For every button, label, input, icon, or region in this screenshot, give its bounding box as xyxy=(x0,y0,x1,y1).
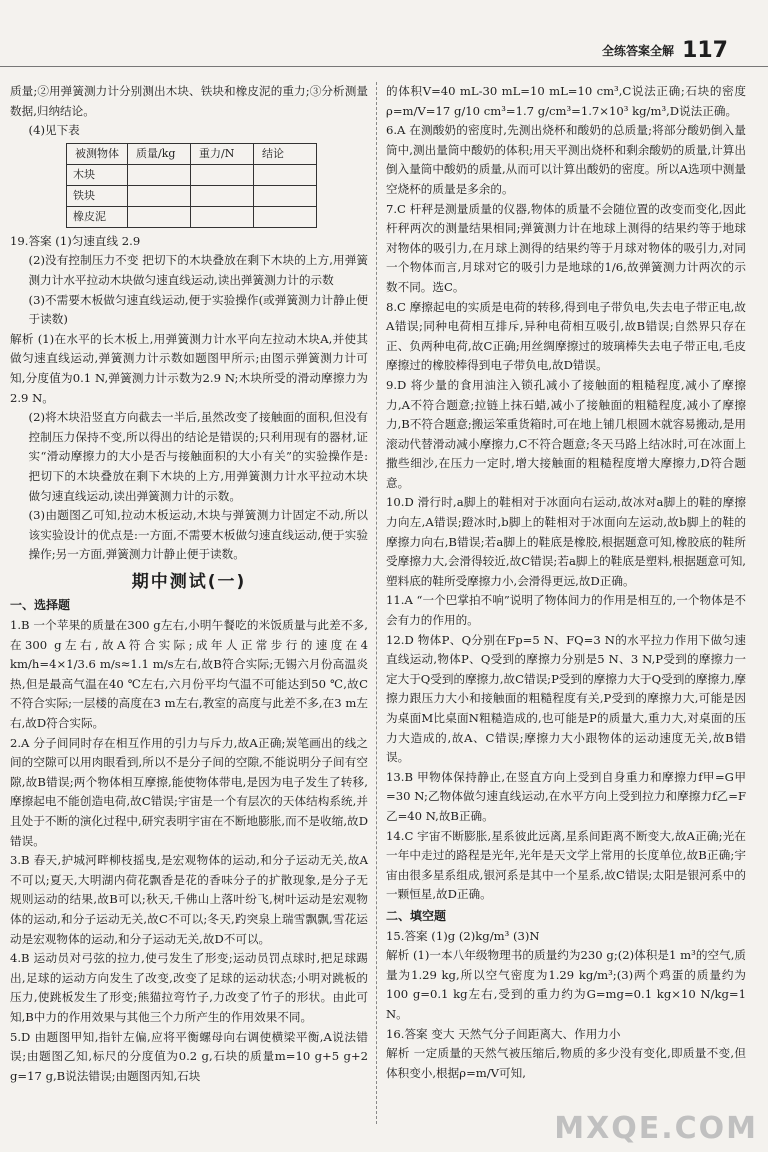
table-header: 质量/kg xyxy=(128,143,191,164)
question-answer: 13.B 甲物体保持静止,在竖直方向上受到自身重力和摩擦力f甲=G甲=30 N;乙物体做匀速直线运动,在水平方向上受到拉力和摩擦力f乙=F乙=40 N,故B正确。 xyxy=(386,769,746,823)
section-heading: 一、选择题 xyxy=(10,598,71,613)
question-answer: 8.C 摩擦起电的实质是电荷的转移,得到电子带负电,失去电子带正电,故A错误;同种电荷相互排斥,异种电荷相互吸引,故B错误;自然界只存在正、负两种电荷,故C正确;用丝绸摩擦过的玻璃棒失去电子带正电,毛皮摩擦过的橡胶棒得到电子带负电,故D错误。 xyxy=(386,299,746,373)
header-rule xyxy=(0,66,768,67)
table-header: 结论 xyxy=(254,143,317,164)
right-column xyxy=(386,82,746,1083)
header-title: 全练答案全解 xyxy=(602,43,675,58)
question-answer: 14.C 宇宙不断膨胀,星系彼此远离,星系间距离不断变大,故A正确;光在一年中走过的路程是光年,光年是天文学上常用的长度单位,故B正确;宇宙由很多星系组成,银河系是其中一个星系,故C错误;太阳是银河系中的一颗恒星,故D正确。 xyxy=(386,828,746,902)
page-header xyxy=(602,36,728,64)
section-heading: 二、填空题 xyxy=(386,908,447,923)
analysis: 解析 (1)一本八年级物理书的质量约为230 g;(2)体积是1 m³的空气,质量为1.29 kg,所以空气密度为1.29 kg/m³;(3)两个鸡蛋的质量约为100 g=0.1 kg左右,受到的重力约为G=mg=0.1 kg×10 N/kg=1 N。 xyxy=(386,948,746,1021)
question-answer: 1.B 一个苹果的质量在300 g左右,小明午餐吃的米饭质量与此差不多,在300 g左右,故A符合实际;成年人正常步行的速度在4 km/h=4×1/3.6 m/s≈1.1 m/s左右,故B符合实际;无锡六月份高温炎热,但是最高气温在40 ℃左右,六月份平均气温不可能达到50 ℃,故C不符合实际;一层楼的高度在3 m左右,教室的高度与此差不多,在3 m左右,故D符合实际。 xyxy=(10,618,368,731)
question-answer: 9.D 将少量的食用油注入锁孔减小了接触面的粗糙程度,减小了摩擦力,A不符合题意;拉链上抹石蜡,减小了接触面的粗糙程度,减小了摩擦力,B不符合题意;搬运笨重货箱时,可在地上铺几根圆木就容易搬动,是用滚动代替滑动减小摩擦力,C不符合题意;冬天马路上结冰时,可在冰面上撒些细沙,在压力一定时,增大接触面的粗糙程度增大摩擦力,D符合题意。 xyxy=(386,377,746,490)
table-cell: 木块 xyxy=(67,164,128,185)
answer: 19.答案 (1)匀速直线 2.9 xyxy=(10,233,141,248)
left-column xyxy=(10,82,368,1086)
question-answer: 6.A 在测酸奶的密度时,先测出烧杯和酸奶的总质量;将部分酸奶倒入量筒中,测出量筒中酸奶的体积;用天平测出烧杯和剩余酸奶的质量,计算出倒入量筒中酸奶的质量,从而可以计算出酸奶的密度。所以A选项中测量空烧杯的质量是多余的。 xyxy=(386,123,746,196)
question-answer: 12.D 物体P、Q分别在Fp=5 N、FQ=3 N的水平拉力作用下做匀速直线运动,物体P、Q受到的摩擦力分别是5 N、3 N,P受到的摩擦力一定大于Q受到的摩擦力,故C错误;P受到的摩擦力大于Q受到的摩擦力,摩擦力跟压力大小和接触面的粗糙程度有关,P受到的摩擦力大,可能是因为桌面M比桌面N粗糙造成的,也可能是P的质量大,重力大,对桌面的压力大造成的,故A、C错误;摩擦力大小跟物体的运动速度无关,故B错误。 xyxy=(386,632,746,765)
measurement-table xyxy=(66,143,317,228)
table-cell: 橡皮泥 xyxy=(67,206,128,227)
table-header: 被测物体 xyxy=(67,143,128,164)
paragraph: 质量;②用弹簧测力计分别测出木块、铁块和橡皮泥的重力;③分析测量数据,归纳结论。 xyxy=(10,84,368,118)
watermark: MXQE.COM xyxy=(554,1111,758,1146)
question-answer: 7.C 杆秤是测量质量的仪器,物体的质量不会随位置的改变而变化,因此杆秤两次的测量结果相同;弹簧测力计在地球上测得的结果约等于地球对物体的吸引力,在月球上测得的结果约等于月球对物体的吸引力,对同一个物体而言,月球对它的吸引力是地球的1/6,故弹簧测力计两次的示数不同。选C。 xyxy=(386,201,746,294)
analysis: 解析 一定质量的天然气被压缩后,物质的多少没有变化,即质量不变,但体积变小,根据ρ=m/V可知, xyxy=(386,1046,746,1080)
paragraph: (3)不需要木板做匀速直线运动,便于实验操作(或弹簧测力计静止便于读数) xyxy=(28,292,368,327)
paragraph: 的体积V=40 mL-30 mL=10 mL=10 cm³,C说法正确;石块的密度ρ=m/V=17 g/10 cm³=1.7 g/cm³=1.7×10³ kg/m³,D说法正确。 xyxy=(386,84,746,118)
question-answer: 11.A “一个巴掌拍不响”说明了物体间力的作用是相互的,一个物体是不会有力的作用的。 xyxy=(386,593,746,628)
paragraph: (4)见下表 xyxy=(28,123,80,138)
question-answer: 5.D 由题图甲知,指针左偏,应将平衡螺母向右调使横梁平衡,A说法错误;由题图乙知,标尺的分度值为0.2 g,石块的质量m=10 g+5 g+2 g=17 g,B说法错误;由题图丙知,石块 xyxy=(10,1029,368,1083)
analysis: 解析 (1)在水平的长木板上,用弹簧测力计水平向左拉动木块A,并使其做匀速直线运动,弹簧测力计示数如题图甲所示;由图示弹簧测力计可知,分度值为0.1 N,弹簧测力计示数为2.9 N;木块所受的滑动摩擦力为2.9 N。 xyxy=(10,331,368,405)
page-number: 117 xyxy=(682,37,728,63)
column-divider xyxy=(376,82,377,1124)
answer: 15.答案 (1)g (2)kg/m³ (3)N xyxy=(386,928,540,943)
exam-title: 期中测试(一) xyxy=(131,571,247,592)
paragraph: (2)没有控制压力不变 把切下的木块叠放在剩下木块的上方,用弹簧测力计水平拉动木块做匀速直线运动,读出弹簧测力计的示数 xyxy=(28,253,368,287)
paragraph: (3)由题图乙可知,拉动木板运动,木块与弹簧测力计固定不动,所以该实验设计的优点是:一方面,不需要木板做匀速直线运动,便于实验操作;另一方面,弹簧测力计静止便于读数。 xyxy=(28,508,368,562)
question-answer: 2.A 分子间同时存在相互作用的引力与斥力,故A正确;炭笔画出的线之间的空隙可以用肉眼看到,所以不是分子间的空隙,不能说明分子间有空隙,故B错误;两个物体相互摩擦,能使物体带电,是因为电子发生了转移,摩擦起电不能创造电荷,故C错误;宇宙是一个有层次的天体结构系统,并且处于不断的演化过程中,研究表明宇宙在不断地膨胀,而不是收缩,故D错误。 xyxy=(10,735,368,848)
question-answer: 4.B 运动员对弓弦的拉力,使弓发生了形变;运动员罚点球时,把足球踢出,足球的运动方向发生了改变,改变了足球的运动状态;小明对跳板的压力,使跳板发生了形变;熊猫拉弯竹子,力改变了竹子的形状。由此可知,B中力的作用效果与其他三个力所产生的作用效果不同。 xyxy=(10,951,368,1024)
question-answer: 3.B 春天,护城河畔柳枝摇曳,是宏观物体的运动,和分子运动无关,故A不可以;夏天,大明湖内荷花飘香是花的香味分子的扩散现象,是分子无规则运动的结果,故B可以;秋天,千佛山上落叶纷飞,树叶运动是宏观物体的运动,和分子运动无关,故C不可以;冬天,趵突泉上瑞雪飘飘,雪花运动是宏观物体的运动,和分子运动无关,故D不可以。 xyxy=(10,853,368,946)
table-cell: 铁块 xyxy=(67,185,128,206)
paragraph: (2)将木块沿竖直方向截去一半后,虽然改变了接触面的面积,但没有控制压力保持不变,所以得出的结论是错误的;只利用现有的器材,证实“滑动摩擦力的大小是否与接触面积的大小有关”的实验操作是:把切下的木块叠放在剩下木块的上方,用弹簧测力计水平拉动木块做匀速直线运动,读出弹簧测力计的示数。 xyxy=(28,410,368,503)
question-answer: 10.D 滑行时,a脚上的鞋相对于冰面向右运动,故冰对a脚上的鞋的摩擦力向左,A错误;蹬冰时,b脚上的鞋相对于冰面向左运动,故b脚上的鞋的摩擦力向右,B错误;若a脚上的鞋底是橡胶,根据题意可知,橡胶底的鞋所受摩擦力大,会滑得较近,故C错误;若a脚上的鞋底是塑料,根据题意可知,塑料底的鞋所受摩擦力小,会滑得更远,故D正确。 xyxy=(386,495,746,588)
answer: 16.答案 变大 天然气分子间距离大、作用力小 xyxy=(386,1026,621,1041)
table-header: 重力/N xyxy=(191,143,254,164)
